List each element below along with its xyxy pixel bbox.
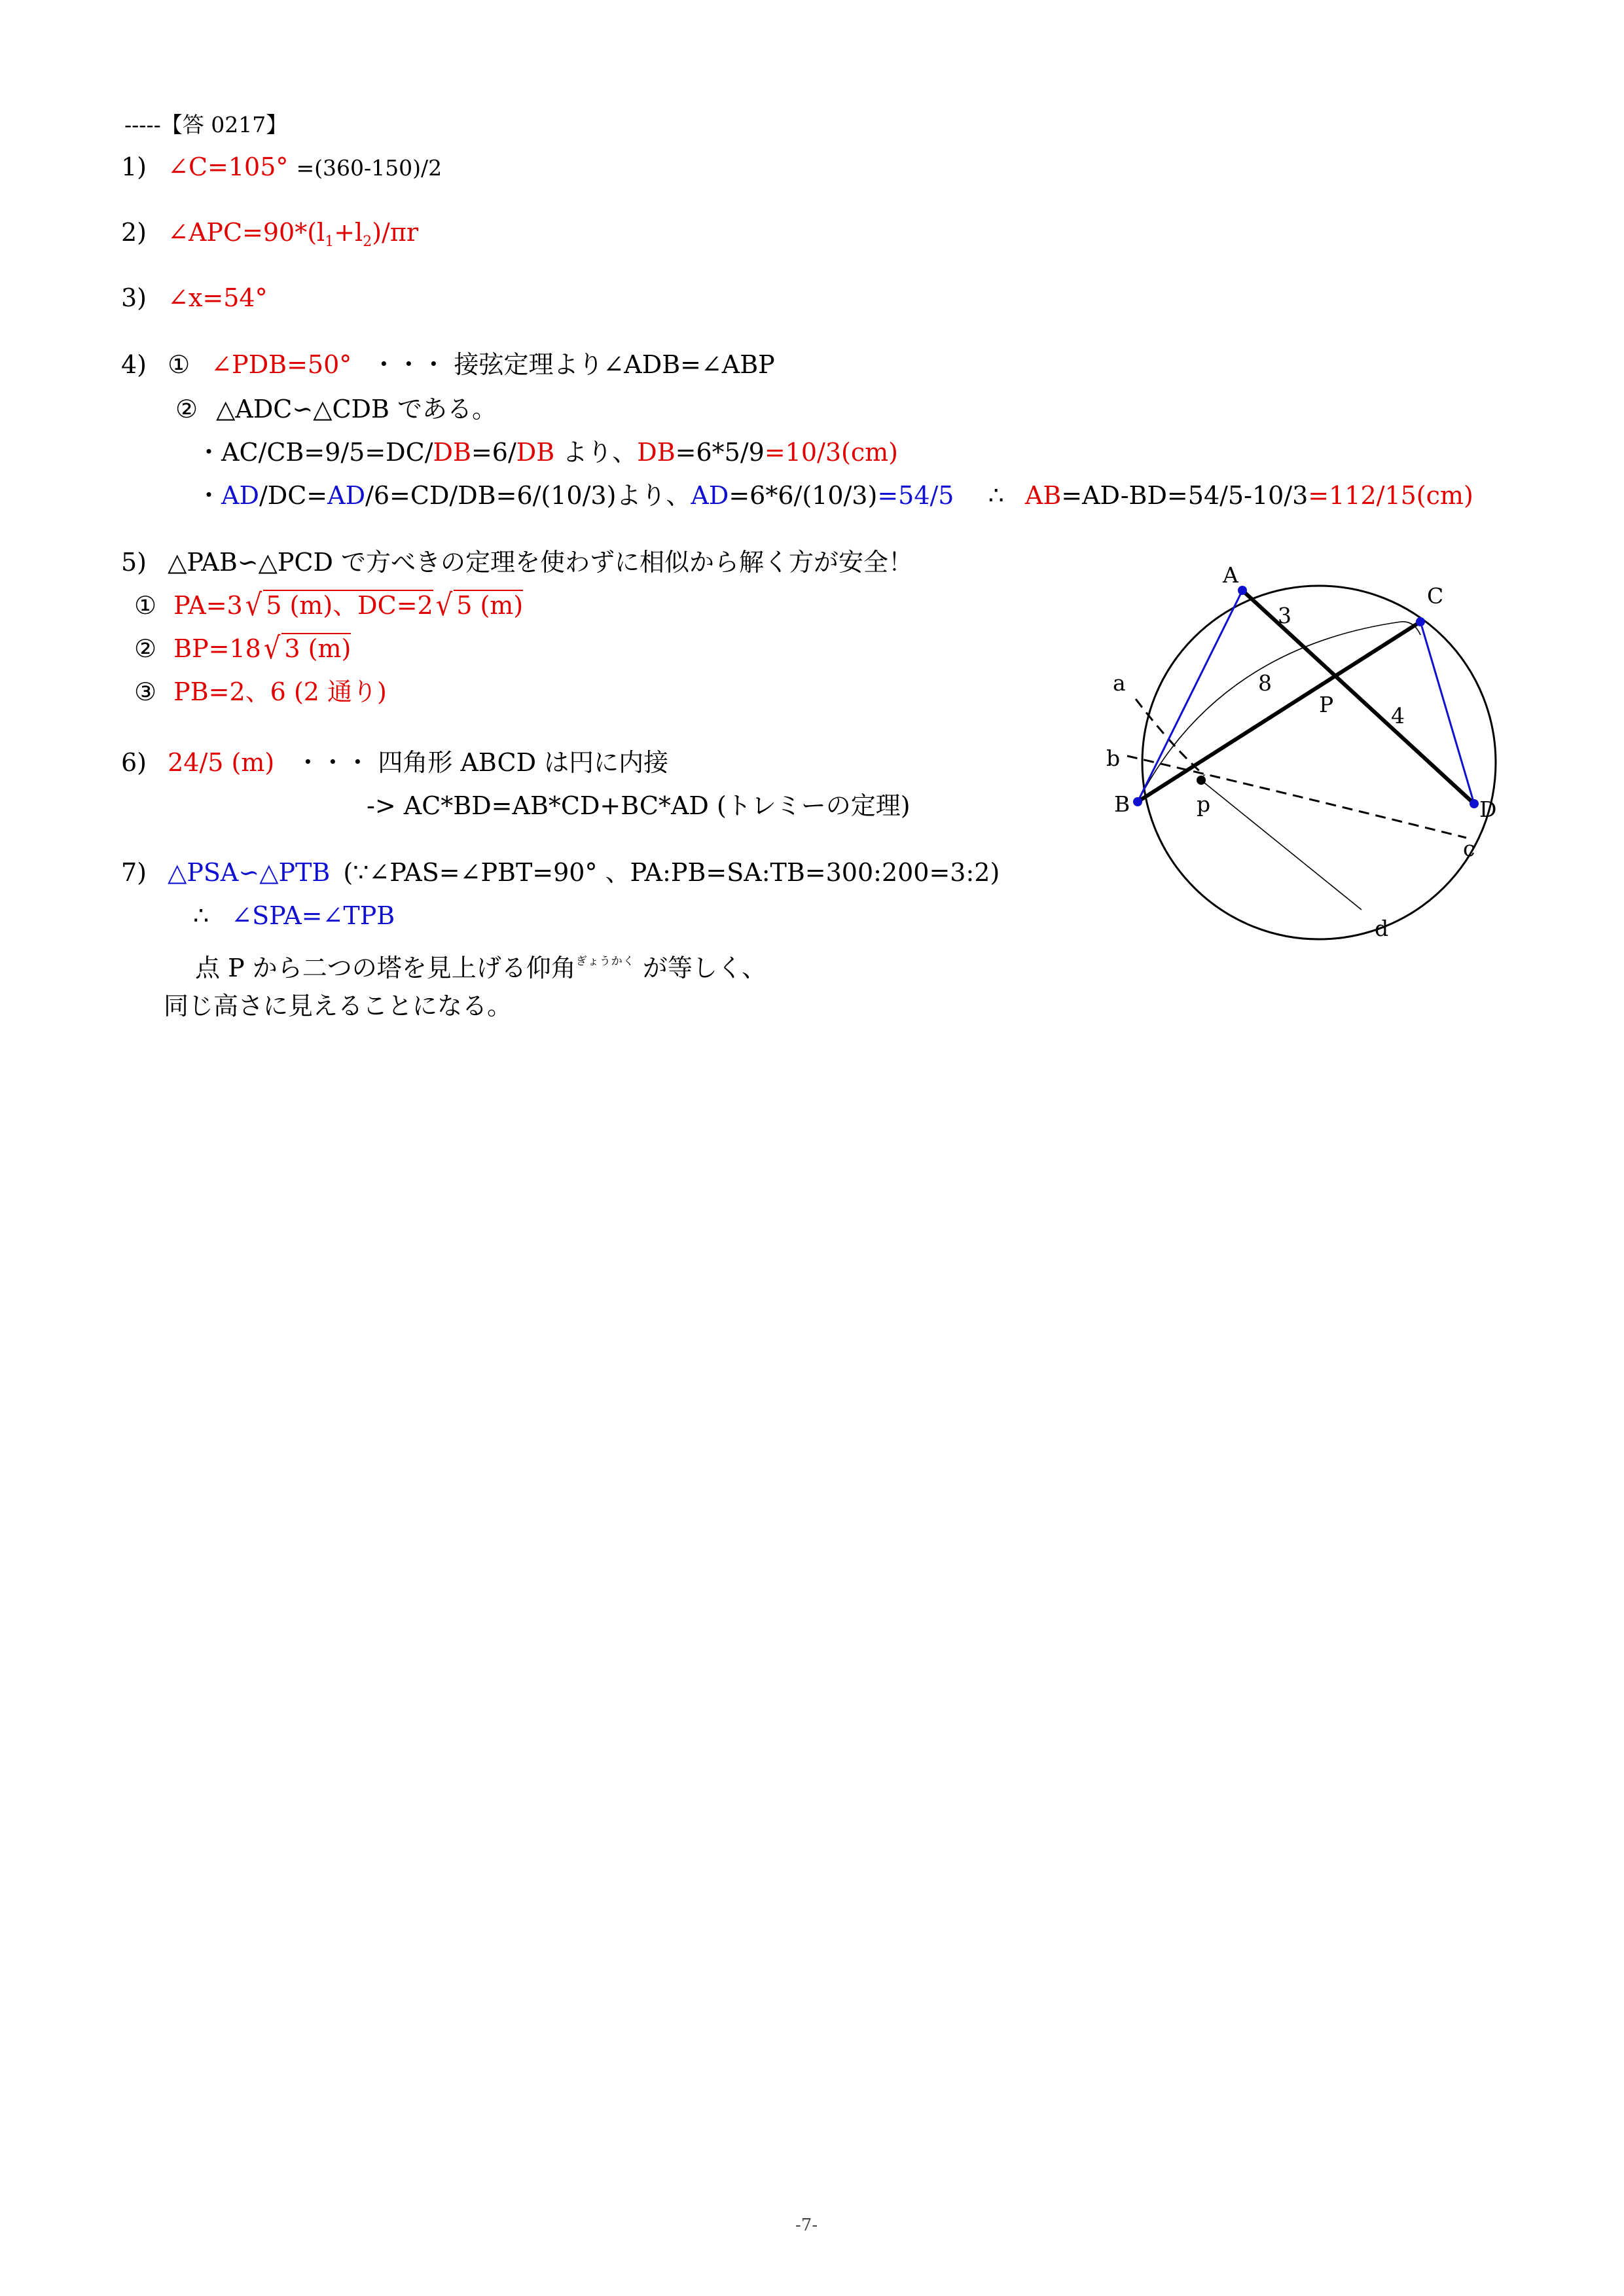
label-d: D xyxy=(1479,797,1497,822)
q3-number: 3) xyxy=(121,283,147,312)
q5-number: 5) xyxy=(121,548,147,577)
q4-text-2: △ADC∽△CDB である。 xyxy=(216,395,497,423)
answer-header: -----【答 0217】 xyxy=(124,112,288,137)
label-a: A xyxy=(1223,562,1238,588)
q4-bullet-2: ・AD/DC=AD/6=CD/DB=6/(10/3)より、AD=6*6/(10/3)=54/5 ∴ AB=AD-BD=54/5-10/3=112/15(cm) xyxy=(196,481,1473,510)
q4-number: 4) xyxy=(121,350,147,379)
question-6 xyxy=(121,747,668,778)
label-lower-b: b xyxy=(1106,745,1121,771)
q5-item-3: ③ PB=2、6 (2 通り) xyxy=(134,677,387,706)
label-c: C xyxy=(1427,583,1444,609)
chord-bc xyxy=(1138,622,1420,802)
q3-answer: ∠x=54° xyxy=(168,283,268,312)
q1-number: 1) xyxy=(121,152,147,181)
label-4: 4 xyxy=(1391,703,1405,728)
circle-figure xyxy=(1087,550,1558,956)
q1-note: =(360-150)/2 xyxy=(296,155,442,181)
label-lower-d: d xyxy=(1375,916,1389,941)
q4-note-1: ・・・ 接弦定理より∠ADB=∠ABP xyxy=(371,350,775,379)
q4-mark-2: ② xyxy=(175,395,198,423)
q4-answer-1: ∠PDB=50° xyxy=(211,350,352,379)
dashed-arc-b xyxy=(1127,756,1466,838)
q1-answer: ∠C=105° xyxy=(168,152,289,181)
question-7 xyxy=(121,857,1000,888)
label-lower-p: p xyxy=(1197,791,1211,817)
point-b xyxy=(1133,797,1142,806)
point-d xyxy=(1470,799,1479,808)
thin-line-d xyxy=(1201,780,1362,910)
q5-item-2: ② BP=18 √ 3 (m) xyxy=(134,631,352,666)
q2-number: 2) xyxy=(121,218,147,247)
q6-answer: 24/5 (m) xyxy=(168,748,275,777)
q5-intro: △PAB∽△PCD で方べきの定理を使わずに相似から解く方が安全！ xyxy=(168,548,914,577)
q2-answer: $\angle APC=90*(l_1+l_2)/\pi r$ xyxy=(168,218,418,250)
q7-conclusion: ∴ ∠SPA=∠TPB xyxy=(193,901,395,930)
label-3: 3 xyxy=(1278,603,1291,628)
question-1 xyxy=(121,152,442,183)
point-p-small xyxy=(1197,776,1206,785)
label-8: 8 xyxy=(1258,670,1272,696)
q6-note-2: -> AC*BD=AB*CD+BC*AD (トレミーの定理) xyxy=(367,791,911,820)
q7-text-2: 同じ高さに見えることになる。 xyxy=(164,992,513,1020)
label-lower-c: c xyxy=(1463,836,1475,861)
question-5 xyxy=(121,547,913,577)
q6-note: ・・・ 四角形 ABCD は円に内接 xyxy=(295,748,669,777)
question-4-part-1 xyxy=(121,350,775,380)
label-b: B xyxy=(1114,791,1130,817)
q6-number: 6) xyxy=(121,748,147,777)
q7-text-1: 点 P から二つの塔を見上げる仰角$^{ぎょうかく}$ が等しく、 xyxy=(195,954,767,982)
q4-mark-1: ① xyxy=(168,350,190,379)
q7-answer: △PSA∽△PTB xyxy=(168,858,331,887)
q5-item-1: ① PA=3 √ 5 (m)、DC=2 √ 5 (m) xyxy=(134,588,524,623)
q7-number: 7) xyxy=(121,858,147,887)
page-number: -7- xyxy=(795,2215,818,2235)
question-3 xyxy=(121,283,268,313)
point-c xyxy=(1416,617,1425,626)
question-2 xyxy=(121,217,418,257)
label-p: P xyxy=(1319,692,1334,717)
q4-bullet-1: ・AC/CB=9/5=DC/DB=6/DB より、DB=6*5/9=10/3(cm) xyxy=(196,438,898,467)
point-a xyxy=(1238,586,1247,595)
question-4-part-2 xyxy=(175,394,497,424)
label-lower-a: a xyxy=(1113,670,1126,696)
q7-reason: (∵∠PAS=∠PBT=90° 、PA:PB=SA:TB=300:200=3:2) xyxy=(343,858,1000,887)
circumcircle xyxy=(1142,586,1496,939)
